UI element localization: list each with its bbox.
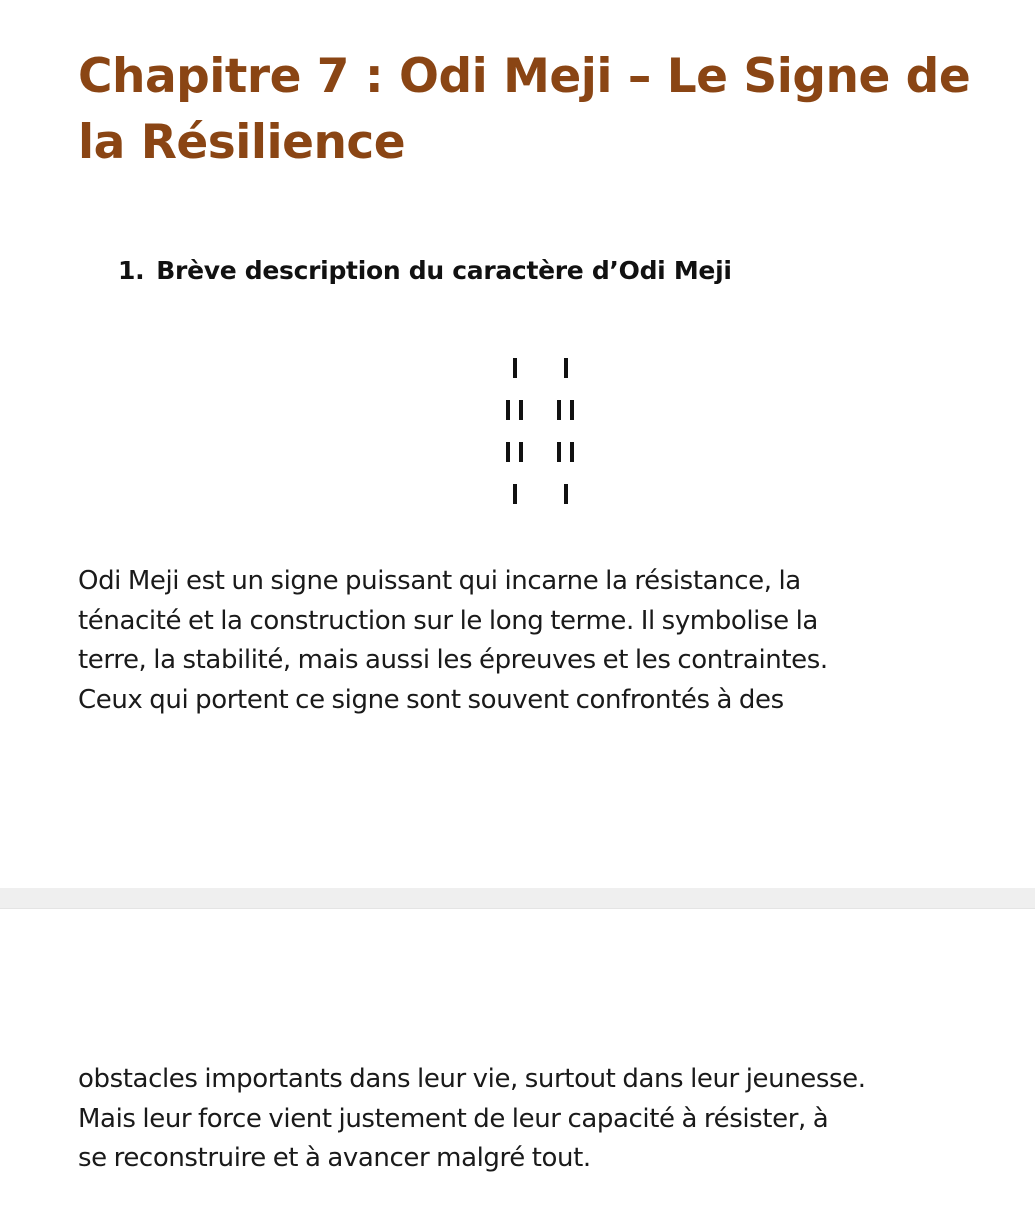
text-line: se reconstruire et à avancer malgré tout. [78,1143,591,1173]
text-line: Ceux qui portent ce signe sont souvent confrontés à des [78,684,784,715]
odu-sign-figure [500,352,590,520]
page-separator [0,888,1035,909]
odu-double-mark [506,400,510,420]
odu-row [500,436,590,478]
section-number: 1. [118,256,145,285]
odu-single-mark [564,358,568,378]
chapter-title: Chapitre 7 : Odi Meji – Le Signe de la Résilience [78,49,971,170]
odu-double-mark [557,442,561,462]
body-paragraph-part-2 [78,1060,983,1179]
odu-double-mark [570,400,574,420]
odu-single-mark [513,358,517,378]
odu-row [500,352,590,394]
odu-double-mark [570,442,574,462]
text-line: obstacles importants dans leur vie, surtout dans leur jeunesse. [78,1064,866,1094]
odu-double-mark [519,442,523,462]
text-line: Mais leur force vient justement de leur capacité à résister, à [78,1103,829,1134]
document-page-2 [0,909,1035,1207]
odu-double-mark [519,400,523,420]
text-line: Odi Meji est un signe puissant qui incarne la résistance, la [78,566,801,596]
section-heading [118,253,732,289]
text-line: terre, la stabilité, mais aussi les épreuves et les contraintes. [78,645,828,675]
text-line: ténacité et la construction sur le long terme. Il symbolise la [78,605,818,636]
odu-row [500,394,590,436]
odu-double-mark [506,442,510,462]
odu-double-mark [557,400,561,420]
odu-row [500,478,590,520]
odu-single-mark [513,484,517,504]
odu-single-mark [564,484,568,504]
body-paragraph-part-1 [78,562,983,720]
section-heading-text: Brève description du caractère d’Odi Meji [156,256,732,285]
